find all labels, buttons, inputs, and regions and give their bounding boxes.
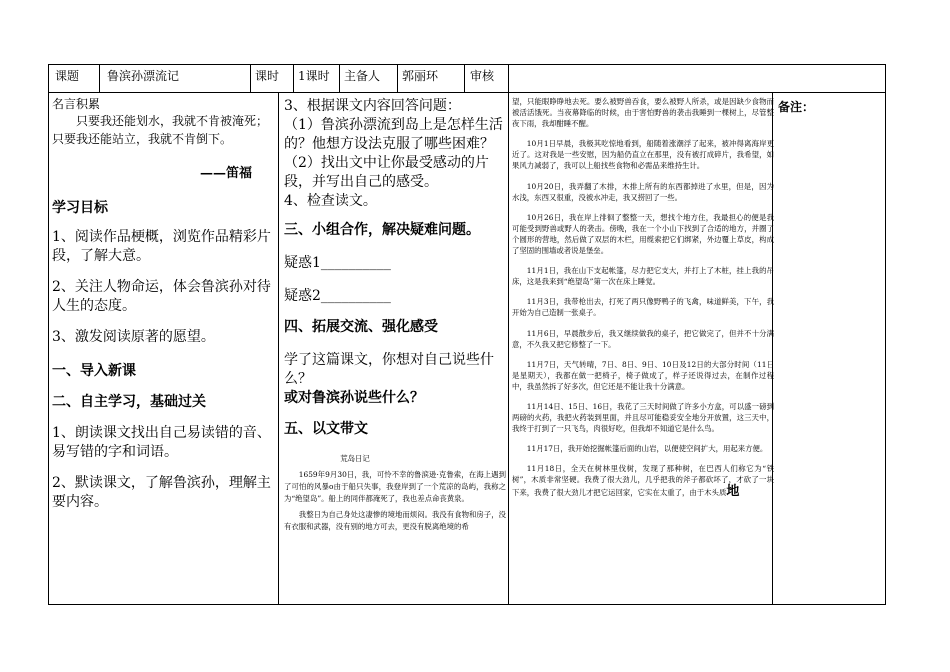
section-intro: 一、导入新课 — [52, 363, 136, 379]
diary-paragraph: 我整日为自己身处这凄惨的境地而烦闷。我没有食物和房子，没有衣服和武器，没有别的地方可去，更没有脱离绝境的希 — [284, 510, 506, 531]
label-period: 课时 — [255, 69, 280, 83]
column-learning-plan — [52, 97, 274, 512]
diary-paragraph: 11月14日、15日、16日，我花了三天时间做了许多小方盒，可以盛一磅到两磅的火药，我把火药装到里面，并且尽可能稳妥安全地分开放置，这三天中，我终于打到了一只飞鸟，肉很好吃，但我却不知道它是什么鸟。 — [512, 401, 774, 434]
task-2: 2、默读课文，了解鲁滨孙，理解主要内容。 — [52, 475, 271, 510]
label-review: 审核 — [470, 69, 495, 83]
section-extension: 四、拓展交流、强化感受 — [284, 319, 438, 335]
table-border-top — [48, 64, 886, 65]
task-1: 1、朗读课文找出自己易读错的音、易写错的字和词语。 — [52, 425, 271, 460]
preparer-name: 郭丽环 — [402, 69, 439, 83]
diary-paragraph: 11月7日，天气转晴，7日、8日、9日、10日及12日的大部分时间（11日是星期天），我都在做一把椅子，椅子做成了，样子还说得过去，在制作过程中，我虽然拆了好多次，但它还是不能让我十分满意。 — [512, 359, 774, 391]
goal-2: 2、关注人物命运，体会鲁滨孙对待人生的态度。 — [52, 279, 271, 314]
table-border-header-bottom — [48, 92, 886, 93]
remarks-label: 备注： — [778, 100, 815, 114]
header-divider — [250, 64, 251, 92]
section-self-study: 二、自主学习，基础过关 — [52, 394, 206, 410]
question-1: （1）鲁滨孙漂流到岛上是怎样生活的？他想方设法克服了哪些困难？ — [284, 117, 503, 152]
diary-paragraph — [512, 463, 774, 497]
diary-paragraph: 1659年9月30日，我，可怜不幸的鲁滨逊·克鲁索，在海上遇到了可怕的风暴o由于船只失事，我登岸到了一个荒凉的岛屿，我称之为“绝望岛”。船上的同伴都淹死了，我也差点命丧黄泉。 — [284, 470, 506, 503]
diary-paragraph-text: 11月18日，全天在树林里伐树，发现了那种树，在巴西人们称它为“铁树”，木质非常坚硬。我费了很大劲儿，几乎把我的斧子都砍坏了，才砍了一块下来，我费了很大劲儿才把它运回家，它实在太重了，由于木头质 — [512, 464, 774, 497]
lesson-topic: 鲁滨孙漂流记 — [107, 69, 180, 83]
header-divider — [397, 64, 398, 92]
doubt-2: 疑惑2__________ — [284, 288, 391, 304]
goal-3: 3、激发阅读原著的愿望。 — [52, 329, 215, 345]
body-divider — [278, 92, 279, 605]
diary-paragraph: 11月6日，早晨散步后，我又继续做我的桌子，把它做完了，但并不十分满意，不久我又把它修整了一下。 — [512, 328, 774, 349]
header-divider — [339, 64, 340, 92]
label-topic: 课题 — [55, 69, 80, 83]
task-3: 3、根据课文内容回答问题： — [284, 98, 461, 114]
column-diary-continued — [512, 96, 774, 498]
question-2: （2）找出文中让你最受感动的片段，并写出自己的感受。 — [284, 155, 489, 190]
diary-title: 荒岛日记 — [340, 454, 370, 463]
table-border-left — [48, 64, 49, 605]
diary-paragraph: 10月1日早晨，我极其吃惊地看到，船随着涨潮浮了起来，被冲得离海岸更近了。这对我是一些安慰，因为船仍直立在那里，没有被打成碎片，我希望，如果风力减弱了，我可以上船找些食物和必需品来维持生计。 — [512, 139, 774, 171]
quote-text: 只要我还能划水，我就不肯被淹死；只要我还能站立，我就不肯倒下。 — [52, 114, 269, 146]
diary-paragraph: 望，只能眼睁睁地去死。要么被野兽吞食，要么被野人所杀，或是因缺少食物而被活活饿死。当夜幕降临的时候，由于害怕野兽的袭击我睡到一棵树上，尽管整夜下雨，我却酣睡不醒。 — [512, 97, 774, 129]
body-divider — [508, 92, 509, 605]
label-preparer: 主备人 — [344, 69, 381, 83]
quote-title: 名言积累 — [52, 97, 101, 111]
diary-paragraph: 11月3日，我带枪出去，打死了两只像野鸭子的飞禽，味道鲜美，下午，我开始为自己造制一张桌子。 — [512, 297, 774, 318]
goals-heading: 学习目标 — [52, 200, 108, 216]
lesson-period: 1课时 — [298, 69, 330, 83]
quote-author: ——笛福 — [199, 166, 252, 181]
diary-trailing-char: 地 — [726, 483, 740, 499]
table-border-bottom — [48, 604, 886, 605]
diary-paragraph: 10月20日，我弄翻了木排，木排上所有的东西都掉进了水里，但是，因为水浅，东西又很重，没被水冲走，我又捞回了一些。 — [512, 181, 774, 202]
header-divider — [508, 64, 509, 92]
column-activities — [284, 97, 506, 533]
task-4: 4、检查读文。 — [284, 193, 377, 209]
diary-paragraph: 11月1日，我在山下支起帐篷，尽力把它支大，并打上了木桩，挂上我的吊床，这是我来到“绝望岛”第一次在床上睡觉。 — [512, 266, 774, 287]
reflection-prompt-2: 或对鲁滨孙说些什么？ — [284, 390, 424, 406]
reflection-prompt: 学了这篇课文，你想对自己说些什么？ — [284, 352, 494, 387]
header-divider — [293, 64, 294, 92]
diary-paragraph: 11月17日，我开始挖掘帐篷后面的山岩，以便使空间扩大，用起来方便。 — [526, 444, 768, 454]
table-border-right — [885, 64, 886, 605]
header-divider — [99, 64, 100, 92]
header-divider — [464, 64, 465, 92]
goal-1: 1、阅读作品梗概，浏览作品精彩片段，了解大意。 — [52, 229, 271, 264]
section-related-reading: 五、以文带文 — [284, 421, 368, 437]
section-group-work: 三、小组合作，解决疑难问题。 — [284, 222, 480, 238]
doubt-1: 疑惑1__________ — [284, 255, 391, 271]
diary-paragraph: 10月26日，我在岸上徘徊了整整一天，想找个地方住，我最担心的便是我可能受到野兽或野人的袭击。傍晚，我在一个小山下找到了合适的地方，并圈了个圆形的营地，然后做了双层的木栏，用缆索把它们绑紧，外边覆上草皮，构成了坚固的围墙或者说是堡垒。 — [512, 212, 774, 256]
diary-excerpt — [284, 453, 506, 533]
